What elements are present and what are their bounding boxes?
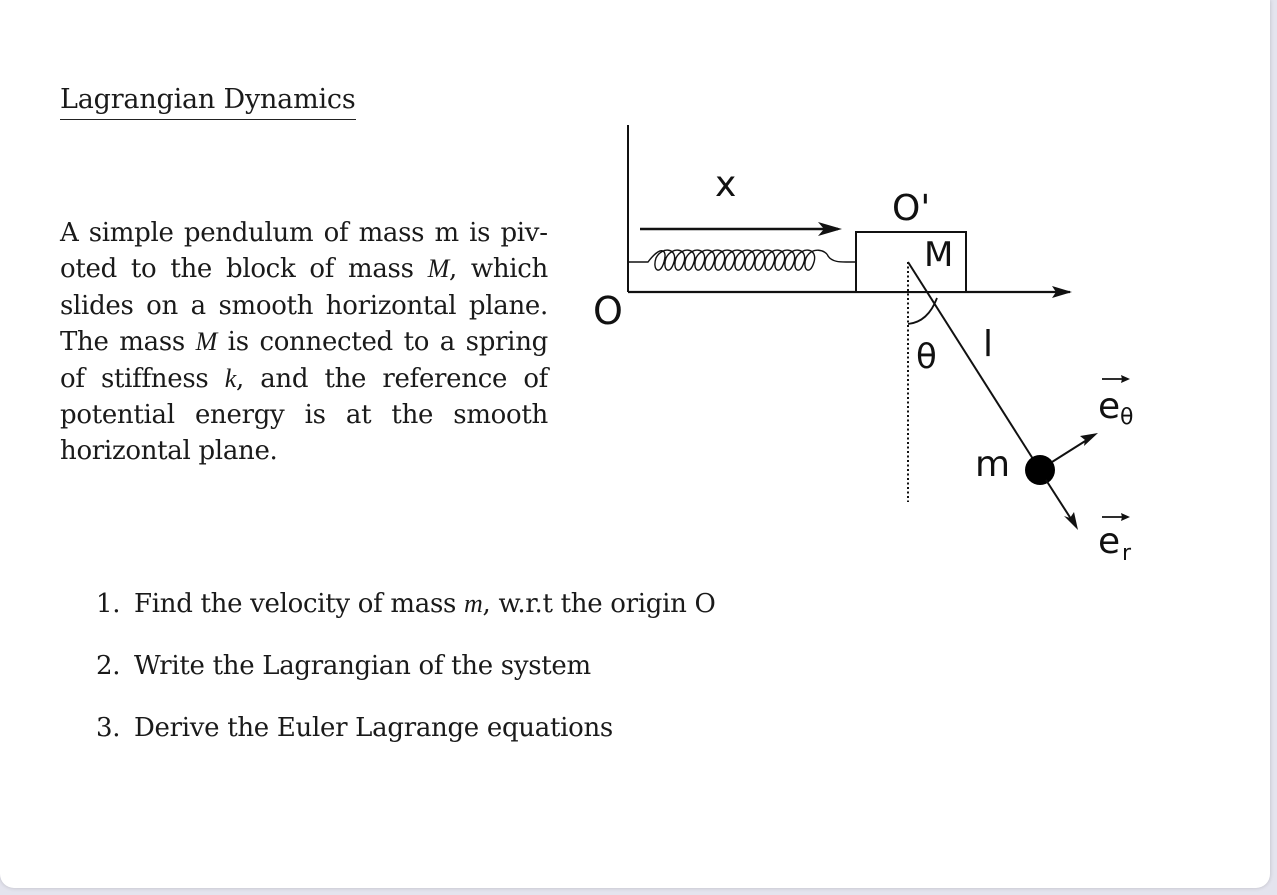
e-r-arrow [1046, 480, 1073, 522]
e-theta-arrowhead [1080, 433, 1098, 446]
question-number: 2. [96, 651, 121, 681]
question-text: Derive the Euler Lagrange equations [134, 713, 613, 743]
problem-text-1: A simple pendulum of mass m is pivoted to the block of mass [60, 218, 548, 285]
e-r-arrowhead [1064, 512, 1078, 530]
length-label: l [983, 324, 994, 365]
pivot-label: O' [892, 188, 931, 229]
e-theta-arrow [1052, 438, 1090, 462]
question-number: 3. [96, 713, 121, 743]
question-list [96, 586, 716, 772]
problem-var-M-2: M [195, 327, 217, 357]
slide-title: Lagrangian Dynamics [60, 82, 356, 120]
e-theta-base: e [1098, 386, 1121, 427]
question-item [96, 648, 716, 684]
problem-text-3: is connected to a spring of stiffness [60, 327, 548, 394]
angle-label: θ [916, 337, 937, 377]
problem-var-M-1: M [427, 254, 449, 284]
e-theta-label [1098, 375, 1133, 430]
problem-var-k: k [224, 363, 236, 393]
question-text-part: Find the velocity of mass [134, 589, 465, 619]
problem-statement [60, 215, 548, 470]
pendulum-diagram [580, 115, 1150, 575]
problem-text-2: , which slides on a smooth horizontal plane. The mass [60, 254, 548, 358]
problem-text-4: , and the reference of potential energy is at the smooth horizontal plane. [60, 363, 548, 467]
question-item [96, 586, 716, 622]
block-label: M [924, 235, 954, 275]
question-number: 1. [96, 589, 121, 619]
pendulum-bob [1025, 455, 1055, 485]
origin-label: O [593, 289, 623, 333]
question-var-m: m [464, 589, 483, 618]
e-r-label [1098, 513, 1132, 566]
spring [628, 250, 856, 270]
question-text-part: , w.r.t the origin O [482, 589, 716, 619]
e-theta-sub: θ [1120, 405, 1134, 430]
bob-label: m [975, 444, 1011, 485]
e-r-base: e [1098, 521, 1121, 562]
question-text: Write the Lagrangian of the system [134, 651, 591, 681]
question-item [96, 710, 716, 746]
e-r-sub: r [1122, 541, 1132, 566]
question-text [134, 586, 716, 622]
x-label: x [715, 164, 737, 205]
